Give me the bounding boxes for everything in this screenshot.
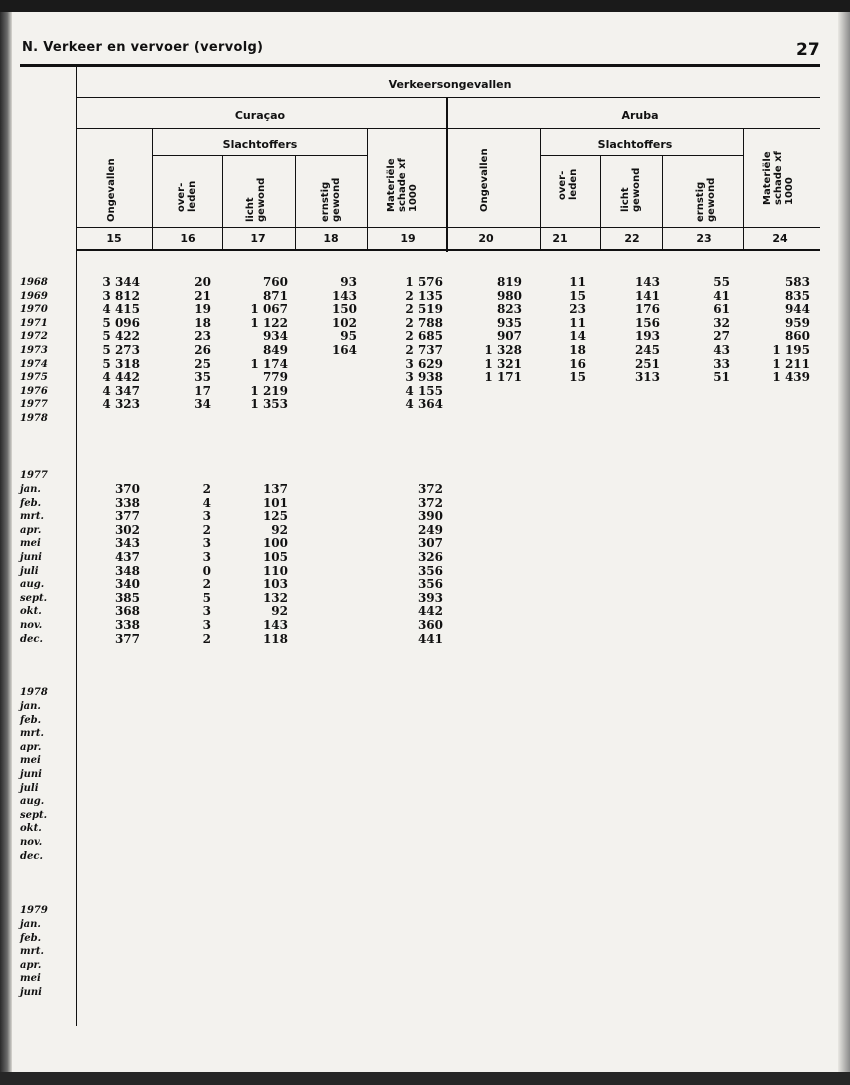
- table-cell: 176: [634, 302, 660, 317]
- table-cell: 343: [114, 536, 140, 551]
- year-1979-label: 1979: [20, 905, 48, 916]
- table-cell: 193: [634, 329, 660, 344]
- year-label: 1977: [20, 399, 48, 411]
- col-divider-18: [295, 155, 296, 250]
- table-cell: 1 174: [250, 356, 288, 371]
- table-cell: 2 519: [405, 302, 443, 317]
- colnum-20: 20: [478, 232, 494, 245]
- table-cell: 4 364: [405, 397, 443, 412]
- table-cell: 1 171: [484, 370, 522, 385]
- table-cell: 118: [262, 631, 288, 646]
- heading-victims-curacao: Slachtoffers: [222, 138, 298, 151]
- month-label: juni: [20, 552, 42, 563]
- table-cell: 11: [569, 275, 586, 289]
- year-1977-label: 1977: [20, 470, 48, 481]
- table-cell: 377: [114, 509, 140, 524]
- table-cell: 1 353: [250, 397, 288, 412]
- table-cell: 21: [194, 288, 211, 303]
- table-cell: 1 211: [772, 356, 810, 371]
- table-cell: 110: [262, 563, 288, 578]
- table-cell: 245: [634, 343, 660, 357]
- table-cell: 3 629: [405, 356, 443, 371]
- table-cell: 3: [202, 550, 211, 564]
- month-label: sept.: [20, 592, 48, 604]
- header-rule-4: [76, 249, 820, 251]
- table-cell: 944: [784, 302, 810, 317]
- table-cell: 132: [262, 590, 288, 605]
- stub-divider: [76, 66, 77, 1026]
- table-cell: 377: [114, 631, 140, 646]
- header-rule-2: [76, 128, 820, 129]
- table-cell: 934: [262, 329, 288, 344]
- table-cell: 980: [496, 288, 522, 303]
- year-label: 1969: [20, 290, 48, 302]
- table-cell: 385: [114, 590, 140, 605]
- col-divider-21: [540, 128, 541, 250]
- table-cell: 4 323: [102, 397, 140, 412]
- table-cell: 3 812: [102, 288, 140, 303]
- month-label: feb.: [20, 932, 42, 944]
- month-label: mrt.: [20, 728, 44, 740]
- table-cell: 3 344: [102, 275, 140, 289]
- table-cell: 125: [262, 509, 288, 524]
- colnum-16: 16: [180, 232, 196, 245]
- table-cell: 18: [569, 343, 586, 357]
- table-cell: 23: [569, 302, 586, 317]
- table-cell: 390: [417, 509, 443, 524]
- table-cell: 313: [634, 370, 660, 385]
- table-cell: 1 219: [250, 383, 288, 398]
- col-serious-aruba: ernstig gewond: [695, 177, 717, 222]
- table-cell: 5 273: [102, 343, 140, 357]
- col-divider-24: [743, 128, 744, 250]
- table-cell: 3: [202, 604, 211, 619]
- table-cell: 356: [417, 577, 443, 592]
- table-cell: 849: [262, 343, 288, 357]
- island-divider: [446, 97, 448, 252]
- table-cell: 43: [713, 343, 730, 357]
- table-cell: 907: [496, 329, 522, 344]
- table-cell: 14: [569, 329, 586, 344]
- table-cell: 156: [634, 315, 660, 330]
- table-cell: 15: [569, 288, 586, 303]
- colnum-24: 24: [772, 232, 788, 245]
- year-label: 1971: [20, 317, 48, 329]
- colnum-21: 21: [552, 232, 568, 245]
- month-label: dec.: [20, 633, 43, 645]
- table-cell: 372: [417, 482, 443, 496]
- colnum-22: 22: [624, 232, 640, 245]
- col-damage-curacao: Materiële schade xf 1000: [386, 158, 419, 212]
- table-cell: 442: [417, 604, 443, 619]
- table-cell: 1 067: [250, 302, 288, 317]
- table-cell: 835: [784, 288, 810, 303]
- table-cell: 0: [202, 563, 211, 578]
- scan-edge-right: [838, 12, 850, 1072]
- table-cell: 26: [194, 343, 211, 357]
- month-label: apr.: [20, 741, 42, 753]
- colnum-19: 19: [400, 232, 416, 245]
- table-cell: 27: [713, 329, 730, 344]
- year-label: 1972: [20, 331, 48, 343]
- col-light-aruba: licht gewond: [620, 167, 642, 212]
- table-cell: 4 442: [102, 370, 140, 385]
- table-cell: 249: [417, 522, 443, 537]
- table-cell: 360: [417, 618, 443, 632]
- header-rule-1: [76, 97, 820, 98]
- year-1978-label: 1978: [20, 687, 48, 698]
- table-cell: 4: [202, 495, 211, 510]
- month-label: okt.: [20, 823, 42, 835]
- table-cell: 51: [713, 370, 730, 385]
- col-divider-17: [222, 155, 223, 250]
- table-cell: 4 155: [405, 383, 443, 398]
- table-cell: 4 347: [102, 383, 140, 398]
- page-number: 27: [796, 40, 820, 60]
- table-cell: 2: [202, 577, 211, 592]
- table-cell: 2 685: [405, 329, 443, 344]
- month-label: mrt.: [20, 511, 44, 523]
- month-label: apr.: [20, 524, 42, 536]
- section-title: N. Verkeer en vervoer (vervolg): [22, 40, 264, 55]
- table-cell: 370: [114, 482, 140, 496]
- table-cell: 338: [114, 618, 140, 632]
- table-cell: 4 415: [102, 302, 140, 317]
- table-cell: 16: [569, 356, 586, 371]
- month-label: mei: [20, 973, 41, 985]
- table-cell: 143: [262, 618, 288, 632]
- table-cell: 860: [784, 329, 810, 344]
- month-label: juni: [20, 987, 42, 998]
- table-cell: 34: [194, 397, 211, 412]
- table-cell: 338: [114, 495, 140, 510]
- month-label: dec.: [20, 850, 43, 862]
- colnum-17: 17: [250, 232, 266, 245]
- table-cell: 437: [114, 550, 140, 564]
- table-cell: 3: [202, 509, 211, 524]
- table-cell: 17: [194, 383, 211, 398]
- month-label: mei: [20, 538, 41, 550]
- table-cell: 18: [194, 315, 211, 330]
- table-cell: 307: [417, 536, 443, 551]
- month-label: aug.: [20, 796, 45, 808]
- year-label: 1974: [20, 358, 48, 370]
- scan-edge-bottom: [0, 1072, 850, 1085]
- table-cell: 143: [331, 288, 357, 303]
- month-label: feb.: [20, 497, 42, 509]
- table-cell: 2: [202, 482, 211, 496]
- table-cell: 2: [202, 631, 211, 646]
- colnum-23: 23: [696, 232, 712, 245]
- table-cell: 61: [713, 302, 730, 317]
- month-label: nov.: [20, 620, 43, 631]
- scan-edge-left: [0, 12, 12, 1072]
- table-cell: 92: [271, 522, 288, 537]
- table-cell: 95: [340, 329, 357, 344]
- scan-edge-top: [0, 0, 850, 12]
- col-dead-aruba: over- leden: [557, 168, 579, 200]
- table-cell: 760: [262, 275, 288, 289]
- table-cell: 11: [569, 315, 586, 330]
- table-cell: 25: [194, 356, 211, 371]
- col-divider-23: [662, 155, 663, 250]
- table-cell: 1 328: [484, 343, 522, 357]
- table-cell: 935: [496, 315, 522, 330]
- table-cell: 3: [202, 536, 211, 551]
- table-cell: 2 788: [405, 315, 443, 330]
- col-dead-curacao: over- leden: [176, 180, 198, 212]
- year-label: 1968: [20, 277, 48, 288]
- table-cell: 102: [331, 315, 357, 330]
- month-label: nov.: [20, 837, 43, 848]
- table-cell: 251: [634, 356, 660, 371]
- col-divider-22: [600, 155, 601, 250]
- table-cell: 1 122: [250, 315, 288, 330]
- table-cell: 1 195: [772, 343, 810, 357]
- year-label: 1973: [20, 345, 48, 356]
- table-cell: 583: [784, 275, 810, 289]
- table-cell: 5 096: [102, 315, 140, 330]
- table-cell: 137: [262, 482, 288, 496]
- table-cell: 959: [784, 315, 810, 330]
- heading-curacao: Curaçao: [234, 109, 286, 122]
- heading-victims-aruba: Slachtoffers: [597, 138, 673, 151]
- table-cell: 5: [202, 590, 211, 605]
- table-cell: 779: [262, 370, 288, 385]
- year-label: 1978: [20, 413, 48, 424]
- table-cell: 33: [713, 356, 730, 371]
- col-accidents-aruba: Ongevallen: [479, 148, 490, 212]
- month-label: juli: [20, 782, 39, 794]
- table-cell: 41: [713, 288, 730, 303]
- table-cell: 2 135: [405, 288, 443, 303]
- table-cell: 105: [262, 550, 288, 564]
- col-light-curacao: licht gewond: [245, 177, 267, 222]
- table-cell: 348: [114, 563, 140, 578]
- table-cell: 5 422: [102, 329, 140, 344]
- table-cell: 19: [194, 302, 211, 317]
- table-cell: 93: [340, 275, 357, 289]
- table-cell: 1 321: [484, 356, 522, 371]
- table-cell: 2 737: [405, 343, 443, 357]
- table-cell: 5 318: [102, 356, 140, 371]
- colnum-18: 18: [323, 232, 339, 245]
- header-rule-3: [76, 227, 820, 228]
- table-cell: 393: [417, 590, 443, 605]
- month-label: okt.: [20, 606, 42, 618]
- month-label: juni: [20, 769, 42, 780]
- table-cell: 3 938: [405, 370, 443, 385]
- table-cell: 15: [569, 370, 586, 385]
- table-cell: 23: [194, 329, 211, 344]
- table-cell: 3: [202, 618, 211, 632]
- table-cell: 368: [114, 604, 140, 619]
- table-cell: 372: [417, 495, 443, 510]
- table-cell: 101: [262, 495, 288, 510]
- table-cell: 819: [496, 275, 522, 289]
- col-divider-19: [367, 128, 368, 250]
- table-cell: 100: [262, 536, 288, 551]
- table-cell: 1 576: [405, 275, 443, 289]
- month-label: apr.: [20, 959, 42, 971]
- month-label: sept.: [20, 809, 48, 821]
- col-serious-curacao: ernstig gewond: [320, 177, 342, 222]
- table-cell: 150: [331, 302, 357, 317]
- month-label: mrt.: [20, 946, 44, 958]
- col-divider-16: [152, 128, 153, 250]
- table-cell: 1 439: [772, 370, 810, 385]
- col-accidents-curacao: Ongevallen: [106, 158, 117, 222]
- year-label: 1970: [20, 304, 48, 316]
- table-cell: 141: [634, 288, 660, 303]
- table-cell: 55: [713, 275, 730, 289]
- top-rule: [20, 64, 820, 67]
- table-cell: 871: [262, 288, 288, 303]
- table-cell: 2: [202, 522, 211, 537]
- colnum-15: 15: [106, 232, 122, 245]
- table-cell: 356: [417, 563, 443, 578]
- heading-aruba: Aruba: [621, 109, 659, 122]
- table-cell: 143: [634, 275, 660, 289]
- month-label: feb.: [20, 714, 42, 726]
- table-cell: 340: [114, 577, 140, 592]
- table-cell: 823: [496, 302, 522, 317]
- table-cell: 164: [331, 343, 357, 357]
- table-cell: 302: [114, 522, 140, 537]
- year-label: 1975: [20, 372, 48, 384]
- table-cell: 92: [271, 604, 288, 619]
- month-label: jan.: [20, 484, 41, 495]
- month-label: jan.: [20, 701, 41, 712]
- month-label: jan.: [20, 919, 41, 930]
- heading-verkeersongevallen: Verkeersongevallen: [388, 78, 512, 91]
- table-cell: 20: [194, 275, 211, 289]
- month-label: juli: [20, 565, 39, 577]
- table-cell: 441: [417, 631, 443, 646]
- month-label: mei: [20, 755, 41, 767]
- table-cell: 326: [417, 550, 443, 564]
- table-cell: 32: [713, 315, 730, 330]
- month-label: aug.: [20, 579, 45, 591]
- col-damage-aruba: Materiële schade xf 1000: [762, 151, 795, 205]
- table-cell: 103: [262, 577, 288, 592]
- header-rule-victims1: [152, 155, 367, 156]
- table-cell: 35: [194, 370, 211, 385]
- year-label: 1976: [20, 385, 48, 397]
